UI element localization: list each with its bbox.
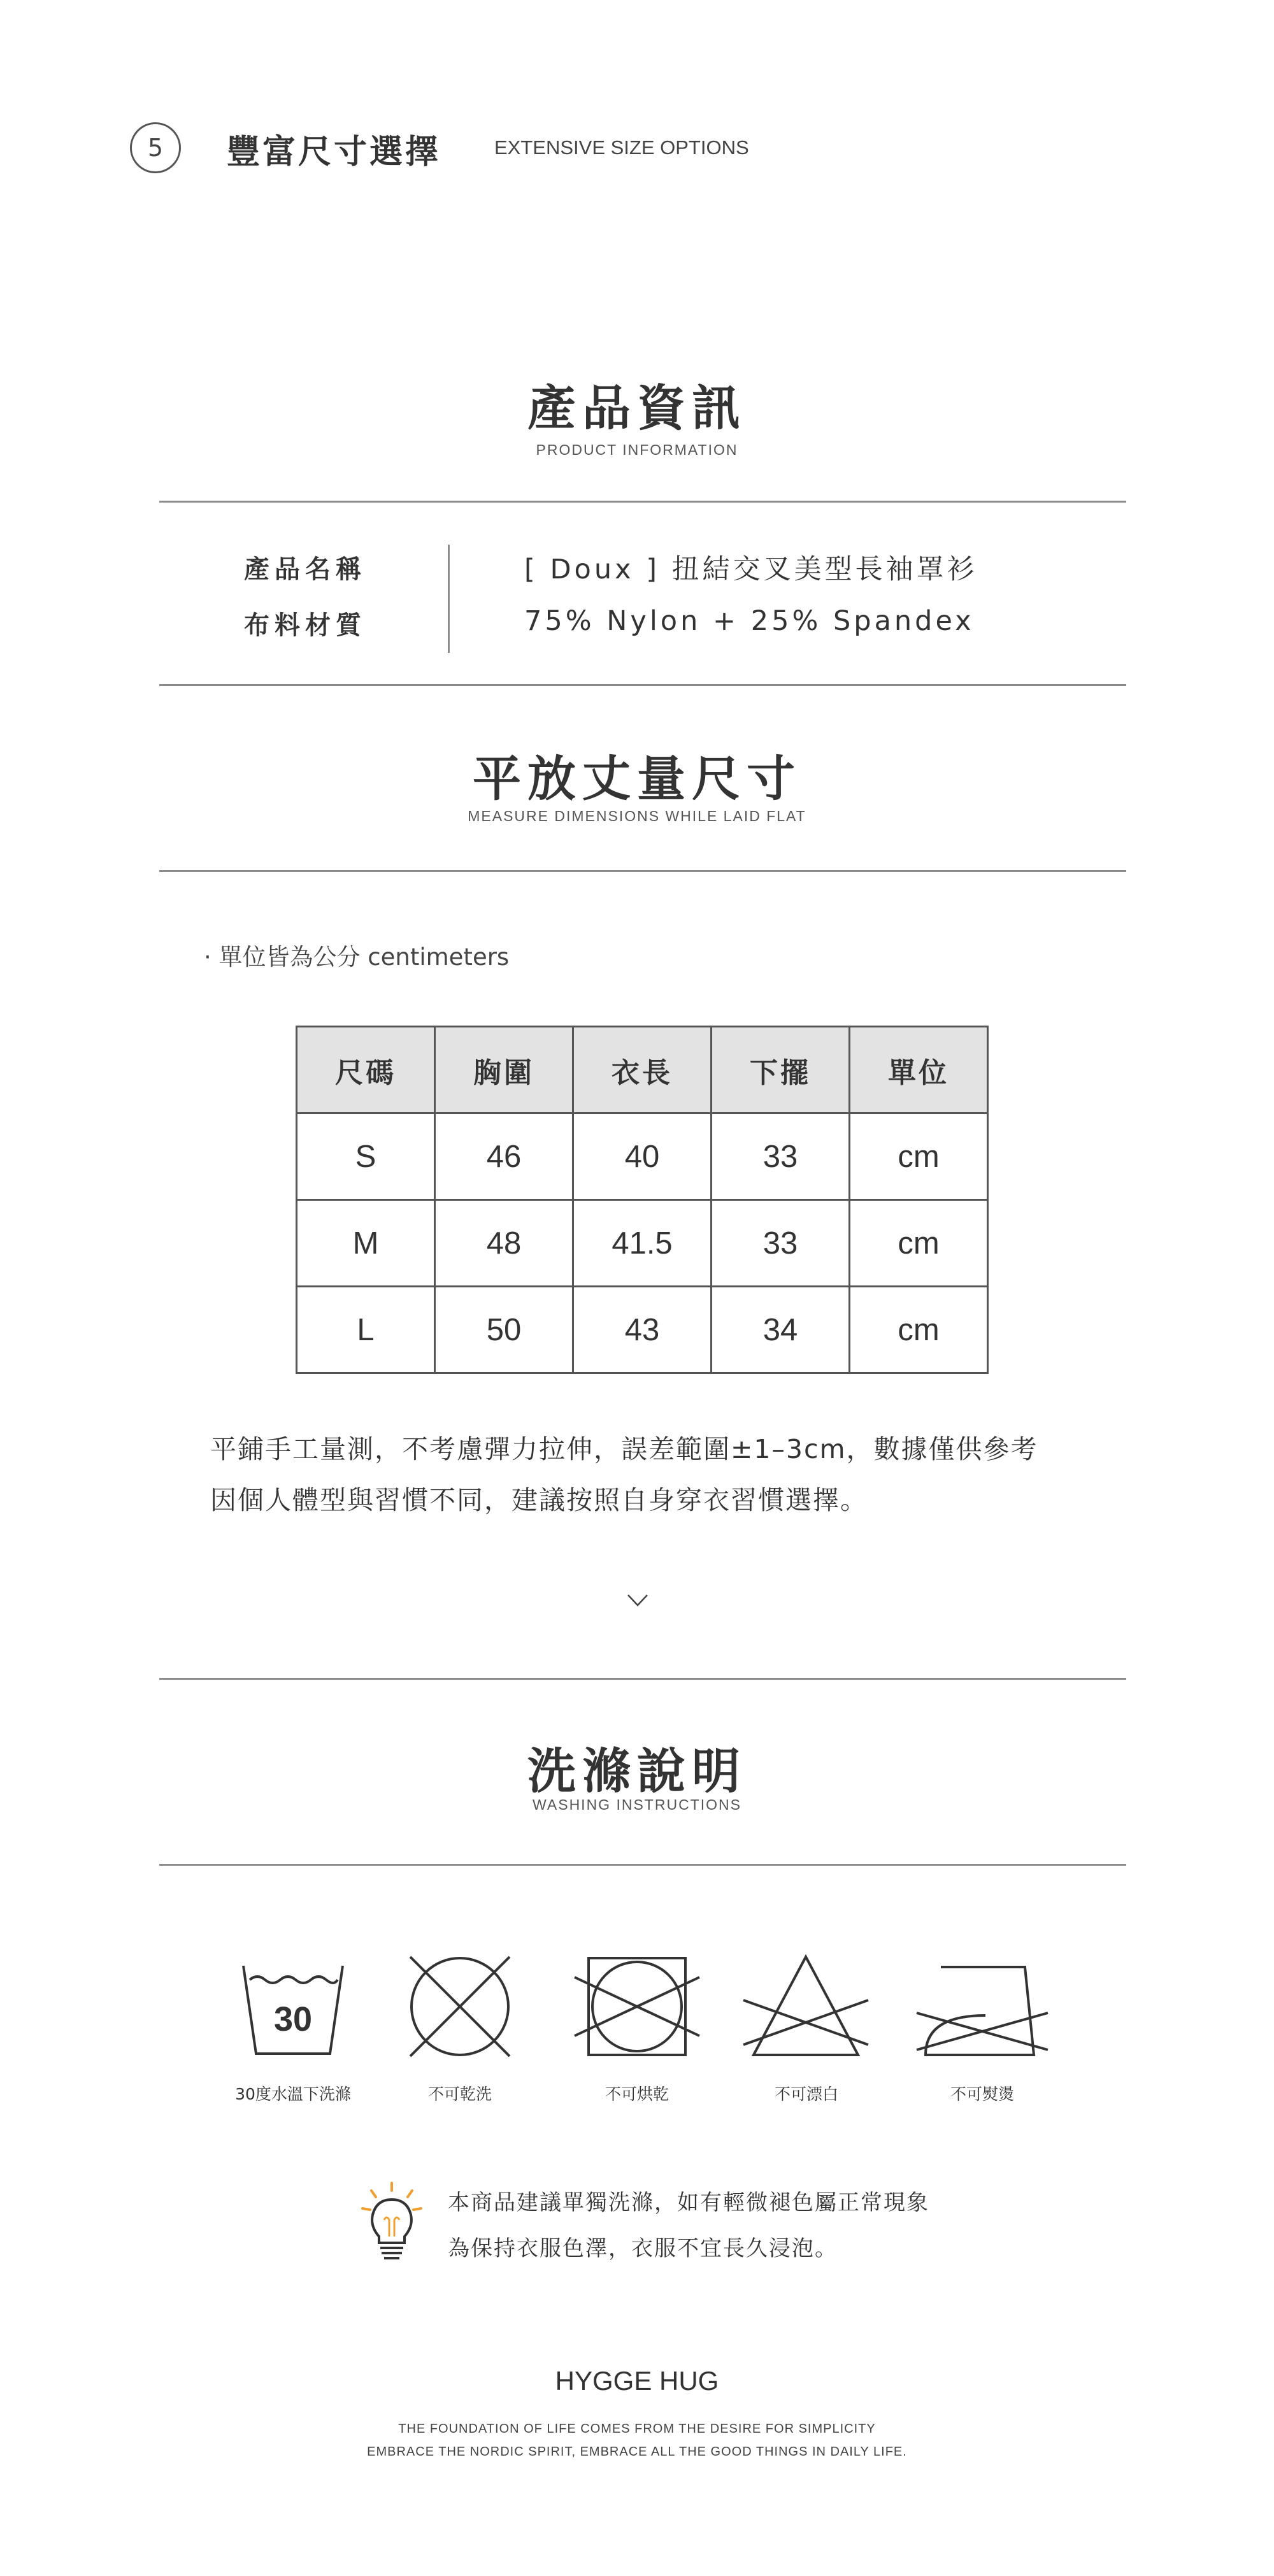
no-bleach-icon xyxy=(742,1954,870,2059)
table-cell: S xyxy=(297,1113,435,1200)
divider xyxy=(159,501,1126,503)
table-header: 尺碼 xyxy=(297,1027,435,1113)
care-label: 不可熨燙 xyxy=(950,2085,1014,2103)
table-row xyxy=(297,1200,988,1287)
brand-tagline: EMBRACE THE NORDIC SPIRIT, EMBRACE ALL THE GOOD THINGS IN DAILY LIFE. xyxy=(367,2445,907,2459)
no-dry-clean-icon xyxy=(408,1954,512,2059)
no-tumble-dry-icon xyxy=(573,1954,701,2059)
info-divider xyxy=(448,545,450,653)
table-cell: 33 xyxy=(712,1113,850,1200)
table-cell: 34 xyxy=(712,1287,850,1373)
table-cell: cm xyxy=(850,1200,988,1287)
table-cell: 46 xyxy=(435,1113,573,1200)
table-cell: 48 xyxy=(435,1200,573,1287)
divider xyxy=(159,1864,1126,1866)
section-number: 5 xyxy=(147,134,164,162)
chevron-down-icon xyxy=(627,1594,648,1607)
table-header-row xyxy=(297,1027,988,1113)
divider xyxy=(159,684,1126,686)
table-cell: cm xyxy=(850,1287,988,1373)
section-title: 豐富尺寸選擇 xyxy=(227,133,441,171)
table-header: 胸圍 xyxy=(435,1027,573,1113)
care-label: 不可漂白 xyxy=(774,2085,838,2103)
table-cell: 40 xyxy=(573,1113,712,1200)
lightbulb-icon xyxy=(360,2182,424,2265)
care-label: 30度水溫下洗滌 xyxy=(235,2085,351,2103)
table-header: 下擺 xyxy=(712,1027,850,1113)
unit-note: · 單位皆為公分 centimeters xyxy=(204,943,510,971)
table-cell: cm xyxy=(850,1113,988,1200)
table-cell: 50 xyxy=(435,1287,573,1373)
no-iron-icon xyxy=(915,1954,1049,2059)
info-label-name: 產品名稱 xyxy=(244,555,366,584)
wash-tip: 為保持衣服色澤，衣服不宜長久浸泡。 xyxy=(448,2236,838,2261)
care-label: 不可烘乾 xyxy=(605,2085,669,2103)
brand-tagline: THE FOUNDATION OF LIFE COMES FROM THE DESIRE FOR SIMPLICITY xyxy=(398,2422,876,2436)
divider xyxy=(159,870,1126,872)
info-value-name: [ Doux ] 扭結交叉美型長袖罩衫 xyxy=(524,554,978,585)
table-row xyxy=(297,1287,988,1373)
product-info-subtitle: PRODUCT INFORMATION xyxy=(536,441,738,458)
section-number-badge xyxy=(130,122,181,173)
divider xyxy=(159,1678,1126,1680)
measure-subtitle: MEASURE DIMENSIONS WHILE LAID FLAT xyxy=(468,808,806,824)
table-cell: 43 xyxy=(573,1287,712,1373)
measure-title: 平放丈量尺寸 xyxy=(473,750,801,807)
washing-subtitle: WASHING INSTRUCTIONS xyxy=(533,1796,741,1813)
measure-note: 平鋪手工量測，不考慮彈力拉伸，誤差範圍±1–3cm，數據僅供參考 xyxy=(210,1434,1038,1464)
table-header: 單位 xyxy=(850,1027,988,1113)
table-cell: 33 xyxy=(712,1200,850,1287)
brand-name: HYGGE HUG xyxy=(555,2366,719,2396)
table-header: 衣長 xyxy=(573,1027,712,1113)
table-row xyxy=(297,1113,988,1200)
table-cell: L xyxy=(297,1287,435,1373)
section-subtitle: EXTENSIVE SIZE OPTIONS xyxy=(494,136,749,159)
table-cell: M xyxy=(297,1200,435,1287)
table-cell: 41.5 xyxy=(573,1200,712,1287)
washing-title: 洗滌說明 xyxy=(527,1743,747,1800)
info-value-material: 75% Nylon + 25% Spandex xyxy=(524,605,975,637)
wash-tip: 本商品建議單獨洗滌，如有輕微褪色屬正常現象 xyxy=(448,2190,929,2215)
size-table xyxy=(296,1026,989,1374)
measure-note: 因個人體型與習慣不同，建議按照自身穿衣習慣選擇。 xyxy=(210,1485,868,1515)
info-label-material: 布料材質 xyxy=(244,611,366,640)
wash-30-icon xyxy=(241,1954,345,2059)
product-info-title: 產品資訊 xyxy=(527,380,747,436)
care-label: 不可乾洗 xyxy=(427,2085,492,2103)
wash-temp-number: 30 xyxy=(273,2000,313,2038)
